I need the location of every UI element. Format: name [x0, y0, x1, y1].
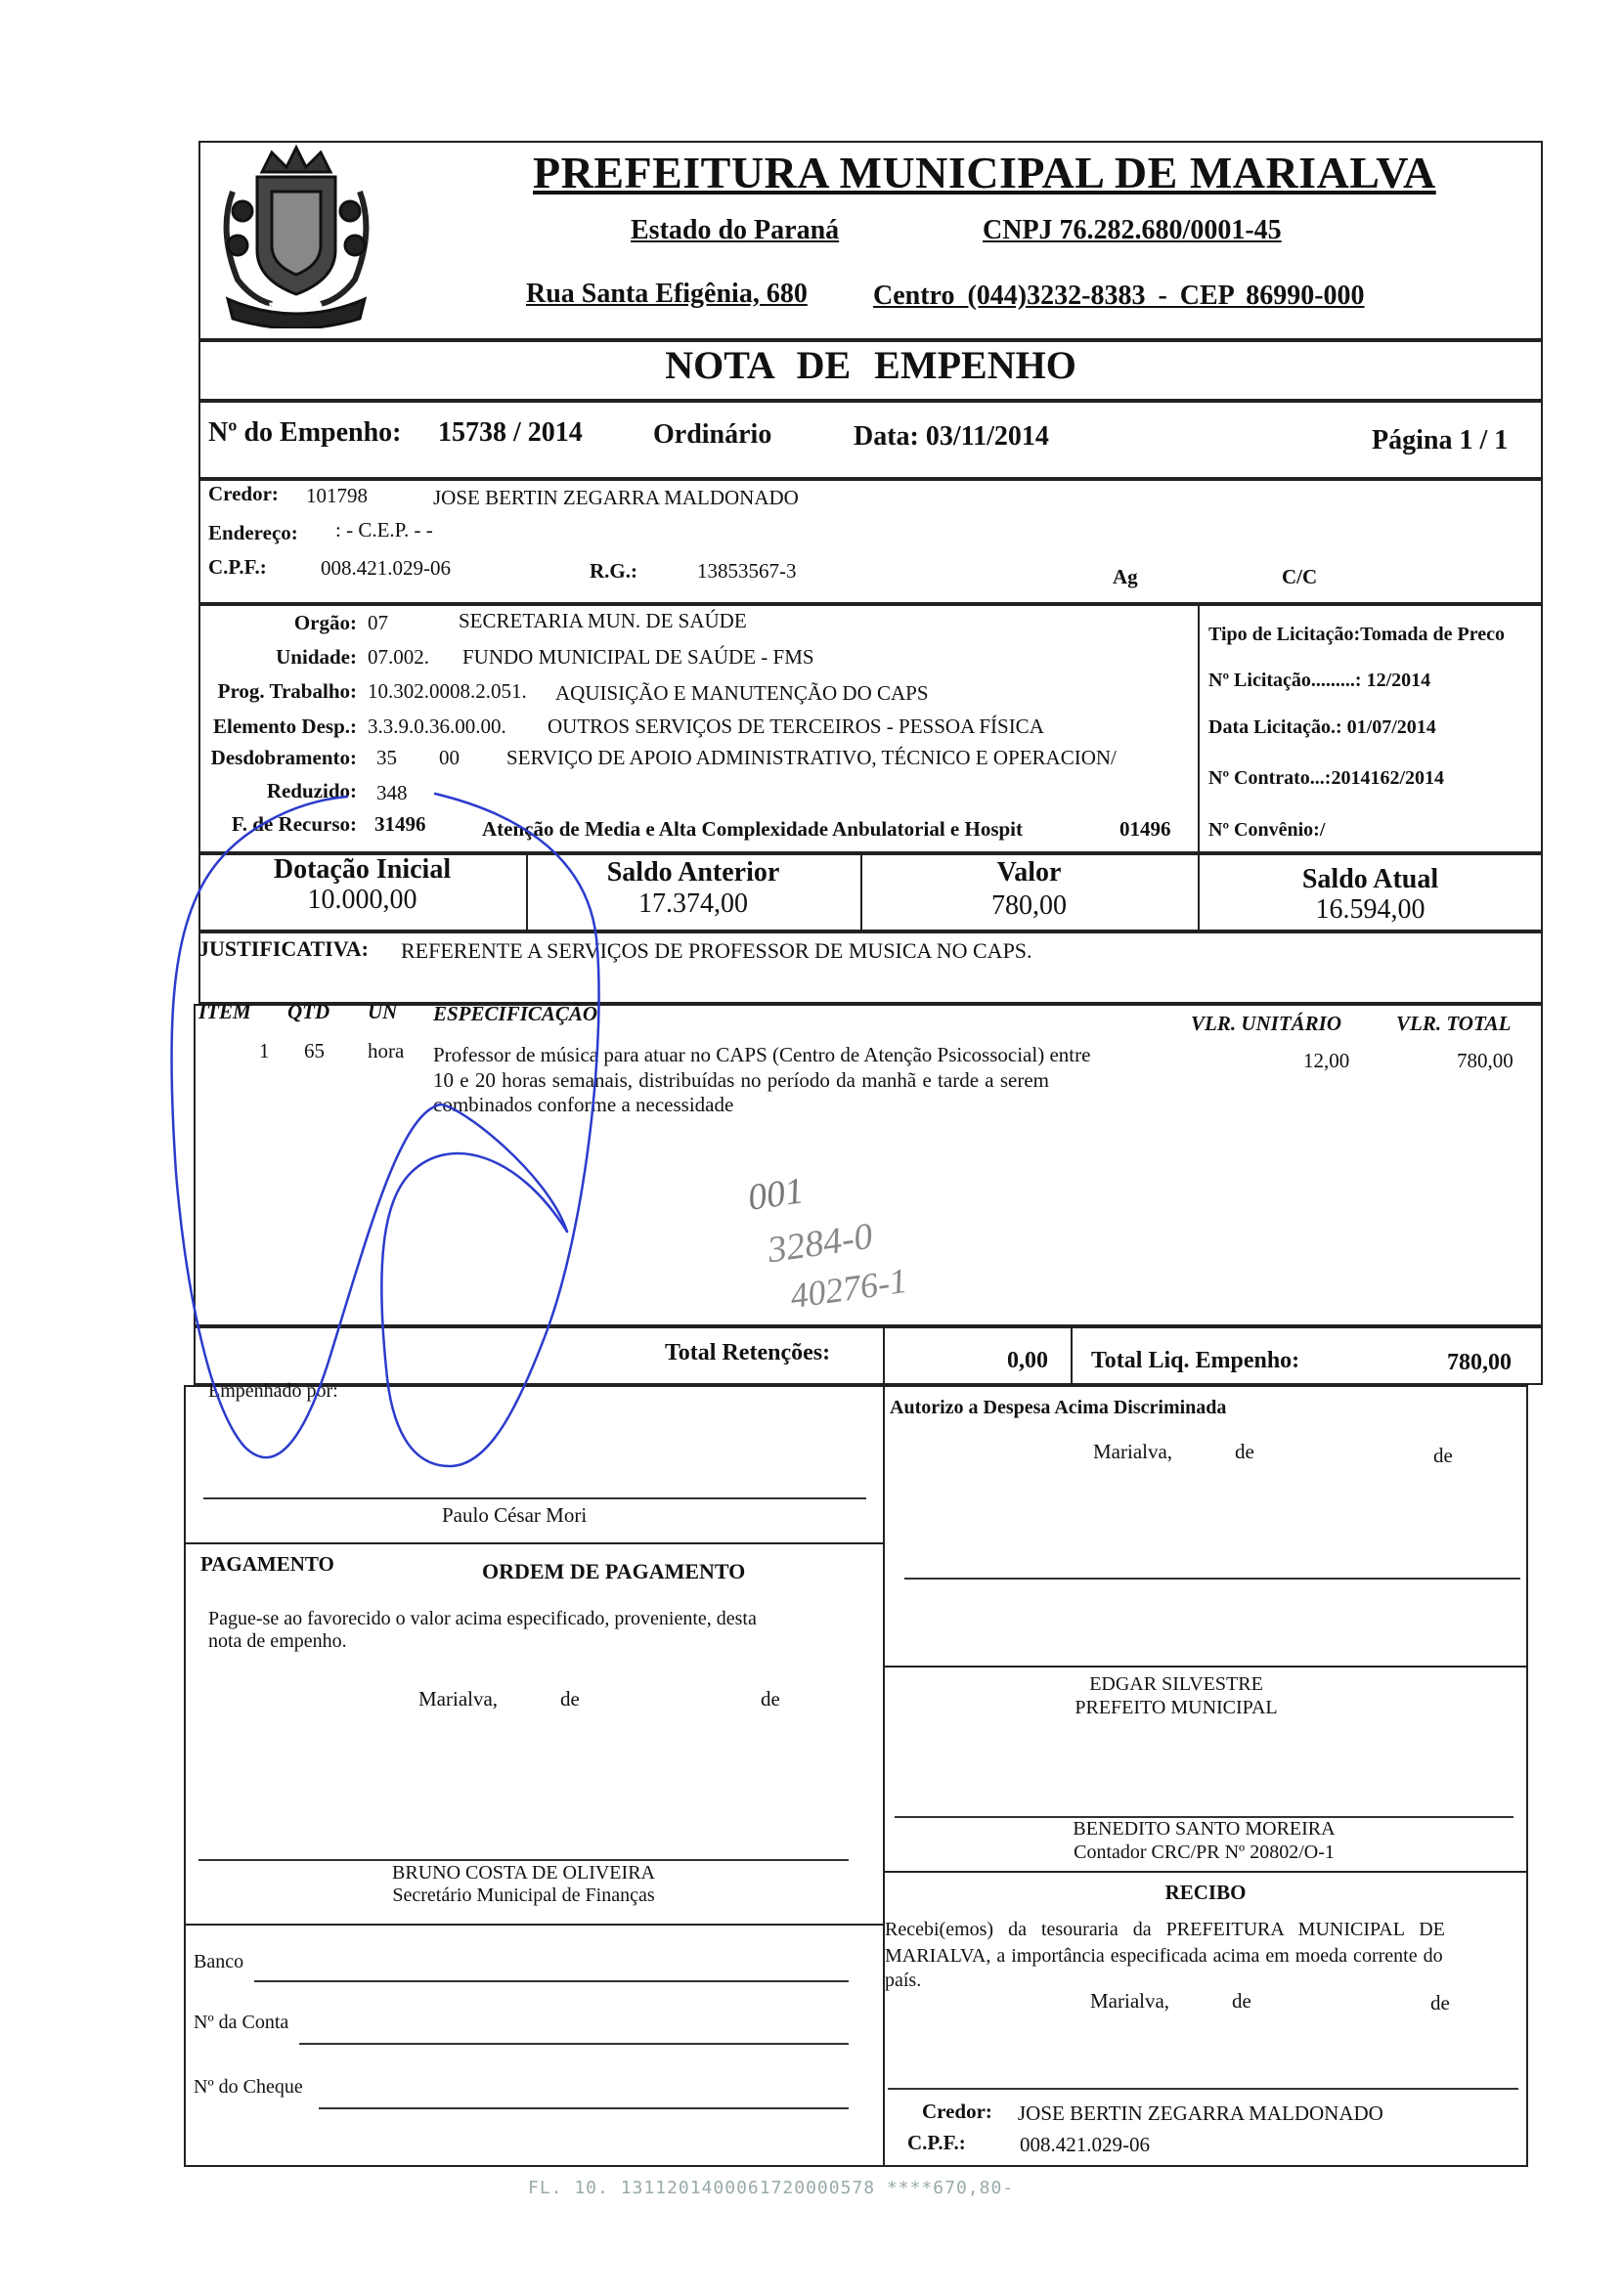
address-label: Centro (044)3232-8383 - CEP 86990-000 — [873, 281, 1365, 311]
item-un: hora — [368, 1039, 405, 1062]
desdobramento-label: Desdobramento: — [210, 746, 357, 769]
total-retencoes-label: Total Retenções: — [665, 1340, 831, 1365]
recurso-ref: 01496 — [1119, 817, 1171, 841]
autorizo-de-2: de — [1433, 1444, 1453, 1467]
desdobramento-sub: 00 — [439, 746, 460, 769]
recibo-de-1: de — [1232, 1989, 1251, 2013]
desdobramento-name: SERVIÇO DE APOIO ADMINISTRATIVO, TÉCNICO E OPERACION/ — [506, 746, 1117, 769]
valor-value: 780,00 — [991, 890, 1067, 921]
credor-code: 101798 — [306, 484, 368, 507]
recibo-label: RECIBO — [1164, 1881, 1247, 1904]
pague-text-2: nota de empenho. — [208, 1630, 347, 1652]
total-liq-value: 780,00 — [1447, 1350, 1512, 1375]
licitacao-tipo: Tipo de Licitação:Tomada de Preco — [1208, 624, 1505, 645]
unidade-name: FUNDO MUNICIPAL DE SAÚDE - FMS — [462, 645, 814, 669]
empenho-number: 15738 / 2014 — [438, 417, 583, 448]
item-spec-line-3: combinados conforme a necessidade — [433, 1093, 734, 1116]
recibo-credor-label: Credor: — [922, 2100, 992, 2123]
prefeito-name: EDGAR SILVESTRE — [1089, 1673, 1263, 1695]
recibo-text-1: Recebi(emos) da tesouraria da PREFEITURA MUNICIPAL DE — [885, 1919, 1445, 1940]
financas-title: Secretário Municipal de Finanças — [392, 1884, 655, 1906]
total-retencoes-value: 0,00 — [1007, 1348, 1048, 1373]
prefeito-title: PREFEITO MUNICIPAL — [1075, 1697, 1278, 1718]
empenhado-label: Empenhado por: — [208, 1380, 338, 1402]
cpf-value: 008.421.029-06 — [321, 556, 451, 580]
col-item: ITEM — [198, 1000, 251, 1023]
handwritten-note-3: 40276-1 — [787, 1260, 910, 1317]
handwritten-note-2: 3284-0 — [765, 1215, 876, 1272]
unidade-code: 07.002. — [368, 645, 429, 669]
prog-name: AQUISIÇÃO E MANUTENÇÃO DO CAPS — [555, 681, 929, 705]
convenio-number: Nº Convênio:/ — [1208, 819, 1326, 841]
recurso-name: Atenção de Media e Alta Complexidade Anbulatorial e Hospit — [482, 817, 1023, 841]
item-total-value: 780,00 — [1457, 1049, 1513, 1072]
col-vlr-total: VLR. TOTAL — [1396, 1012, 1512, 1035]
recibo-cpf-label: C.P.F.: — [907, 2131, 966, 2154]
address-value: : - C.E.P. - - — [335, 518, 433, 542]
autorizo-label: Autorizo a Despesa Acima Discriminada — [890, 1397, 1227, 1418]
unidade-label: Unidade: — [276, 645, 357, 669]
cnpj-label: CNPJ 76.282.680/0001-45 — [983, 215, 1282, 245]
recibo-city: Marialva, — [1090, 1989, 1170, 2013]
pagamento-city: Marialva, — [418, 1687, 499, 1711]
justificativa-text: REFERENTE A SERVIÇOS DE PROFESSOR DE MUSICA NO CAPS. — [401, 938, 1032, 963]
recibo-cpf-value: 008.421.029-06 — [1020, 2133, 1150, 2156]
ag-label: Ag — [1113, 565, 1138, 588]
recibo-credor-name: JOSE BERTIN ZEGARRA MALDONADO — [1018, 2101, 1383, 2125]
empenho-number-label: Nº do Empenho: — [208, 417, 402, 448]
crest-banner-text: MARIALVA — [268, 301, 325, 313]
desdobramento-code: 35 — [376, 746, 397, 769]
state-label: Estado do Paraná — [631, 215, 840, 245]
prog-label: Prog. Trabalho: — [217, 679, 357, 703]
dotacao-label: Dotação Inicial — [273, 854, 452, 885]
licitacao-numero: Nº Licitação.........: 12/2014 — [1208, 670, 1431, 691]
saldo-atual-value: 16.594,00 — [1315, 894, 1426, 925]
financas-name: BRUNO COSTA DE OLIVEIRA — [392, 1862, 655, 1884]
item-spec-line-2: 10 e 20 horas semanais, distribuídas no período da manhã e tarde a serem — [433, 1068, 1049, 1092]
credor-label: Credor: — [208, 482, 279, 505]
cpf-label: C.P.F.: — [208, 555, 267, 579]
credor-name: JOSE BERTIN ZEGARRA MALDONADO — [433, 486, 799, 509]
autorizo-de-1: de — [1235, 1440, 1254, 1463]
recibo-de-2: de — [1430, 1991, 1450, 2014]
empenho-type: Ordinário — [653, 419, 772, 450]
contrato-number: Nº Contrato...:2014162/2014 — [1208, 767, 1445, 789]
contador-title: Contador CRC/PR Nº 20802/O-1 — [1074, 1841, 1335, 1863]
banco-label: Banco — [194, 1951, 244, 1972]
page-number: Página 1 / 1 — [1372, 425, 1509, 455]
empenho-date: Data: 03/11/2014 — [854, 421, 1049, 452]
rg-label: R.G.: — [590, 559, 637, 583]
cc-label: C/C — [1282, 565, 1318, 588]
reduzido-value: 348 — [376, 781, 408, 804]
item-unit-value: 12,00 — [1303, 1049, 1350, 1072]
elemento-label: Elemento Desp.: — [213, 715, 357, 738]
orgao-name: SECRETARIA MUN. DE SAÚDE — [459, 609, 747, 632]
elemento-code: 3.3.9.0.36.00.00. — [368, 715, 506, 738]
item-spec-line-1: Professor de música para atuar no CAPS (Centro de Atenção Psicossocial) entre — [433, 1043, 1091, 1066]
saldo-anterior-label: Saldo Anterior — [606, 857, 780, 888]
saldo-anterior-value: 17.374,00 — [638, 888, 748, 919]
cheque-label: Nº do Cheque — [194, 2076, 303, 2098]
item-number: 1 — [259, 1039, 270, 1062]
handwritten-note-1: 001 — [745, 1170, 807, 1219]
reduzido-label: Reduzido: — [266, 779, 357, 802]
dotacao-value: 10.000,00 — [307, 885, 417, 915]
pagamento-de-2: de — [761, 1687, 780, 1711]
valor-label: Valor — [996, 857, 1062, 888]
recurso-label: F. de Recurso: — [231, 812, 357, 836]
elemento-name: OUTROS SERVIÇOS DE TERCEIROS - PESSOA FÍSICA — [548, 715, 1044, 738]
licitacao-data: Data Licitação.: 01/07/2014 — [1208, 716, 1436, 738]
conta-label: Nº da Conta — [194, 2012, 289, 2033]
col-un: UN — [368, 1000, 398, 1023]
orgao-code: 07 — [368, 611, 388, 634]
pague-text-1: Pague-se ao favorecido o valor acima especificado, proveniente, desta — [208, 1608, 757, 1629]
pagamento-de-1: de — [560, 1687, 580, 1711]
orgao-label: Orgão: — [293, 611, 357, 634]
ordem-label: ORDEM DE PAGAMENTO — [482, 1559, 746, 1583]
pagamento-label: PAGAMENTO — [200, 1552, 334, 1576]
saldo-atual-label: Saldo Atual — [1301, 864, 1439, 894]
total-liq-label: Total Liq. Empenho: — [1091, 1348, 1300, 1373]
col-qtd: QTD — [287, 1000, 330, 1023]
contador-name: BENEDITO SANTO MOREIRA — [1073, 1818, 1336, 1840]
justificativa-label: JUSTIFICATIVA: — [198, 936, 370, 961]
street-label: Rua Santa Efigênia, 680 — [526, 279, 808, 309]
page-title: PREFEITURA MUNICIPAL DE MARIALVA — [533, 148, 1436, 197]
recurso-code: 31496 — [374, 812, 426, 836]
rg-value: 13853567-3 — [697, 559, 797, 583]
col-vlr-unitario: VLR. UNITÁRIO — [1191, 1012, 1342, 1035]
col-especificacao: ESPECIFICAÇÃO — [433, 1002, 598, 1025]
doc-title: NOTA DE EMPENHO — [665, 343, 1076, 387]
item-qtd: 65 — [304, 1039, 325, 1062]
prog-code: 10.302.0008.2.051. — [368, 679, 527, 703]
empenhado-name: Paulo César Mori — [442, 1503, 588, 1527]
address-field-label: Endereço: — [208, 521, 298, 544]
footer-stamp: FL. 10. 1311201400061720000578 ****670,80- — [528, 2178, 1015, 2198]
recibo-text-2: MARIALVA, a importância especificada acima em moeda corrente do — [885, 1945, 1443, 1967]
autorizo-city: Marialva, — [1093, 1440, 1173, 1463]
recibo-text-3: país. — [885, 1970, 922, 1991]
